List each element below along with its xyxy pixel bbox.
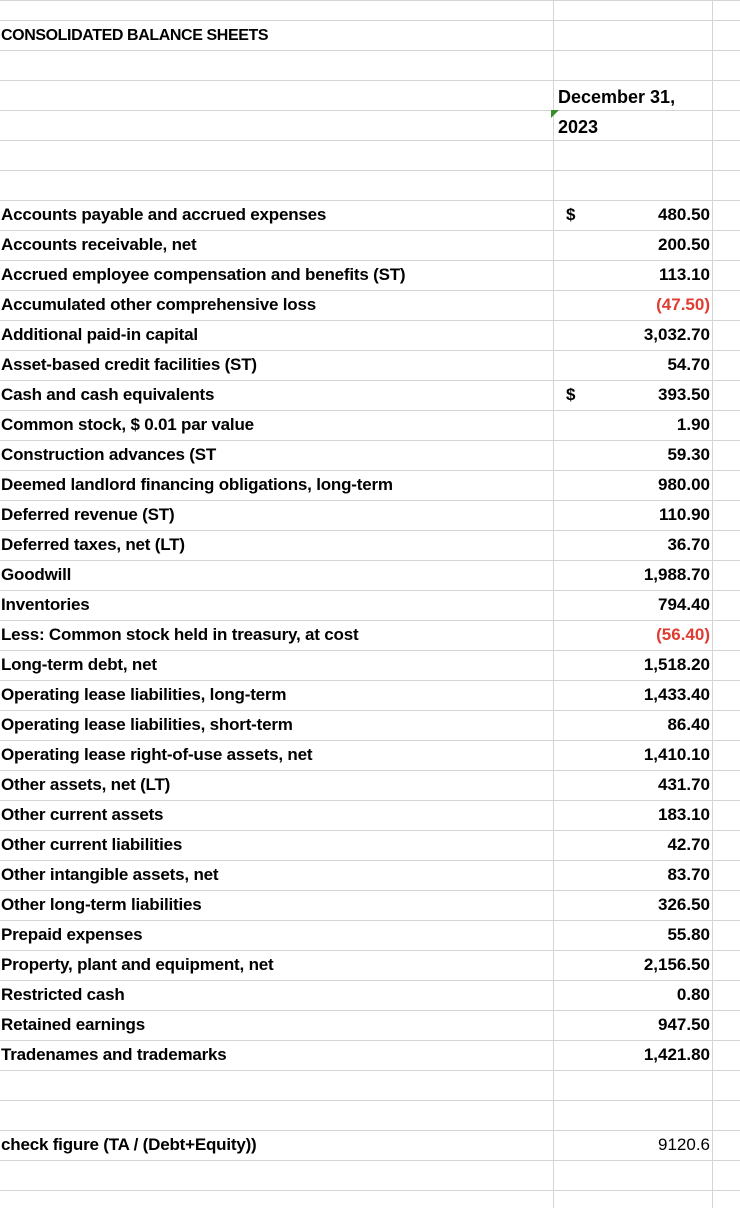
gridline-horizontal <box>0 1190 740 1191</box>
gridline-horizontal <box>0 440 740 441</box>
row-value: 110.90 <box>658 505 710 524</box>
row-label[interactable]: Cash and cash equivalents <box>1 385 215 404</box>
gridline-horizontal <box>0 170 740 171</box>
row-label[interactable]: Prepaid expenses <box>1 925 143 944</box>
row-label[interactable]: Additional paid-in capital <box>1 325 198 344</box>
row-value: 0.80 <box>676 985 710 1004</box>
gridline-horizontal <box>0 380 740 381</box>
negative-value: (56.40) <box>656 625 710 644</box>
row-label[interactable]: Property, plant and equipment, net <box>1 955 274 974</box>
row-value: 55.80 <box>667 925 710 944</box>
row-value: 36.70 <box>667 535 710 554</box>
row-value: 86.40 <box>667 715 710 734</box>
row-label[interactable]: Tradenames and trademarks <box>1 1045 227 1064</box>
row-label[interactable]: Other current liabilities <box>1 835 183 854</box>
gridline-horizontal <box>0 500 740 501</box>
row-label[interactable]: Common stock, $ 0.01 par value <box>1 415 254 434</box>
row-value: 83.70 <box>667 865 710 884</box>
sheet-title[interactable]: CONSOLIDATED BALANCE SHEETS <box>1 27 269 44</box>
row-value: 1,421.80 <box>643 1045 710 1064</box>
column-header-date-line1[interactable]: December 31, <box>558 87 676 107</box>
gridline-horizontal <box>0 1010 740 1011</box>
row-value: 200.50 <box>658 235 710 254</box>
gridline-horizontal <box>0 320 740 321</box>
gridline-horizontal <box>0 260 740 261</box>
row-label[interactable]: Long-term debt, net <box>1 655 157 674</box>
gridline-horizontal <box>0 560 740 561</box>
row-value: 2,156.50 <box>643 955 710 974</box>
row-value: 3,032.70 <box>643 325 710 344</box>
currency-symbol: $ <box>566 385 576 404</box>
row-value: 113.10 <box>658 265 710 284</box>
row-value: 794.40 <box>658 595 710 614</box>
gridline-horizontal <box>0 710 740 711</box>
row-value: 59.30 <box>667 445 710 464</box>
gridline-horizontal <box>0 530 740 531</box>
check-figure-label[interactable]: check figure (TA / (Debt+Equity)) <box>1 1135 257 1154</box>
row-label[interactable]: Accounts receivable, net <box>1 235 197 254</box>
row-label[interactable]: Other intangible assets, net <box>1 865 219 884</box>
gridline-vertical <box>553 0 554 1208</box>
gridline-horizontal <box>0 470 740 471</box>
row-value: 326.50 <box>658 895 710 914</box>
gridline-horizontal <box>0 950 740 951</box>
row-value: 1,988.70 <box>643 565 710 584</box>
row-label[interactable]: Operating lease right-of-use assets, net <box>1 745 313 764</box>
row-label[interactable]: Asset-based credit facilities (ST) <box>1 355 257 374</box>
gridline-horizontal <box>0 860 740 861</box>
row-value: 1,518.20 <box>643 655 710 674</box>
gridline-horizontal <box>0 410 740 411</box>
column-header-date-line2[interactable]: 2023 <box>558 117 599 137</box>
gridline-horizontal <box>0 800 740 801</box>
gridline-horizontal <box>0 140 740 141</box>
negative-value: (47.50) <box>656 295 710 314</box>
row-label[interactable]: Deferred revenue (ST) <box>1 505 175 524</box>
row-value: 480.50 <box>658 205 710 224</box>
row-label[interactable]: Deemed landlord financing obligations, long-term <box>1 475 393 494</box>
row-value: 431.70 <box>658 775 710 794</box>
gridline-horizontal <box>0 680 740 681</box>
row-value: 54.70 <box>667 355 710 374</box>
row-value: 1.90 <box>676 415 710 434</box>
row-label[interactable]: Accounts payable and accrued expenses <box>1 205 327 224</box>
gridline-horizontal <box>0 290 740 291</box>
row-label[interactable]: Accumulated other comprehensive loss <box>1 295 316 314</box>
currency-symbol: $ <box>566 205 576 224</box>
row-value: 42.70 <box>667 835 710 854</box>
row-label[interactable]: Less: Common stock held in treasury, at cost <box>1 625 359 644</box>
row-label[interactable]: Deferred taxes, net (LT) <box>1 535 185 554</box>
gridline-horizontal <box>0 1040 740 1041</box>
check-figure-value: 9120.6 <box>658 1135 710 1154</box>
gridline-horizontal <box>0 230 740 231</box>
row-label[interactable]: Inventories <box>1 595 90 614</box>
row-label[interactable]: Accrued employee compensation and benefits (ST) <box>1 265 406 284</box>
gridline-horizontal <box>0 50 740 51</box>
row-label[interactable]: Other long-term liabilities <box>1 895 202 914</box>
gridline-horizontal <box>0 1130 740 1131</box>
row-value: 183.10 <box>658 805 710 824</box>
row-value: 1,410.10 <box>643 745 710 764</box>
row-value: 1,433.40 <box>643 685 710 704</box>
row-label[interactable]: Construction advances (ST <box>1 445 217 464</box>
row-label[interactable]: Operating lease liabilities, long-term <box>1 685 287 704</box>
gridline-horizontal <box>0 0 740 1</box>
gridline-horizontal <box>0 80 740 81</box>
row-label[interactable]: Restricted cash <box>1 985 125 1004</box>
gridline-horizontal <box>0 1070 740 1071</box>
row-label[interactable]: Operating lease liabilities, short-term <box>1 715 293 734</box>
gridline-horizontal <box>0 1100 740 1101</box>
row-value: 980.00 <box>658 475 710 494</box>
gridline-horizontal <box>0 350 740 351</box>
gridline-vertical <box>712 0 713 1208</box>
gridline-horizontal <box>0 890 740 891</box>
cell-comment-flag-icon <box>551 110 559 118</box>
gridline-horizontal <box>0 590 740 591</box>
gridline-horizontal <box>0 920 740 921</box>
row-label[interactable]: Other assets, net (LT) <box>1 775 171 794</box>
gridline-horizontal <box>0 830 740 831</box>
gridline-horizontal <box>0 1160 740 1161</box>
gridline-horizontal <box>0 980 740 981</box>
gridline-horizontal <box>0 770 740 771</box>
gridline-horizontal <box>0 650 740 651</box>
row-value: 393.50 <box>658 385 710 404</box>
row-label[interactable]: Retained earnings <box>1 1015 145 1034</box>
gridline-horizontal <box>0 740 740 741</box>
row-label[interactable]: Other current assets <box>1 805 164 824</box>
gridline-horizontal <box>0 20 740 21</box>
gridline-horizontal <box>0 620 740 621</box>
row-value: 947.50 <box>658 1015 710 1034</box>
gridline-horizontal <box>0 200 740 201</box>
row-label[interactable]: Goodwill <box>1 565 72 584</box>
